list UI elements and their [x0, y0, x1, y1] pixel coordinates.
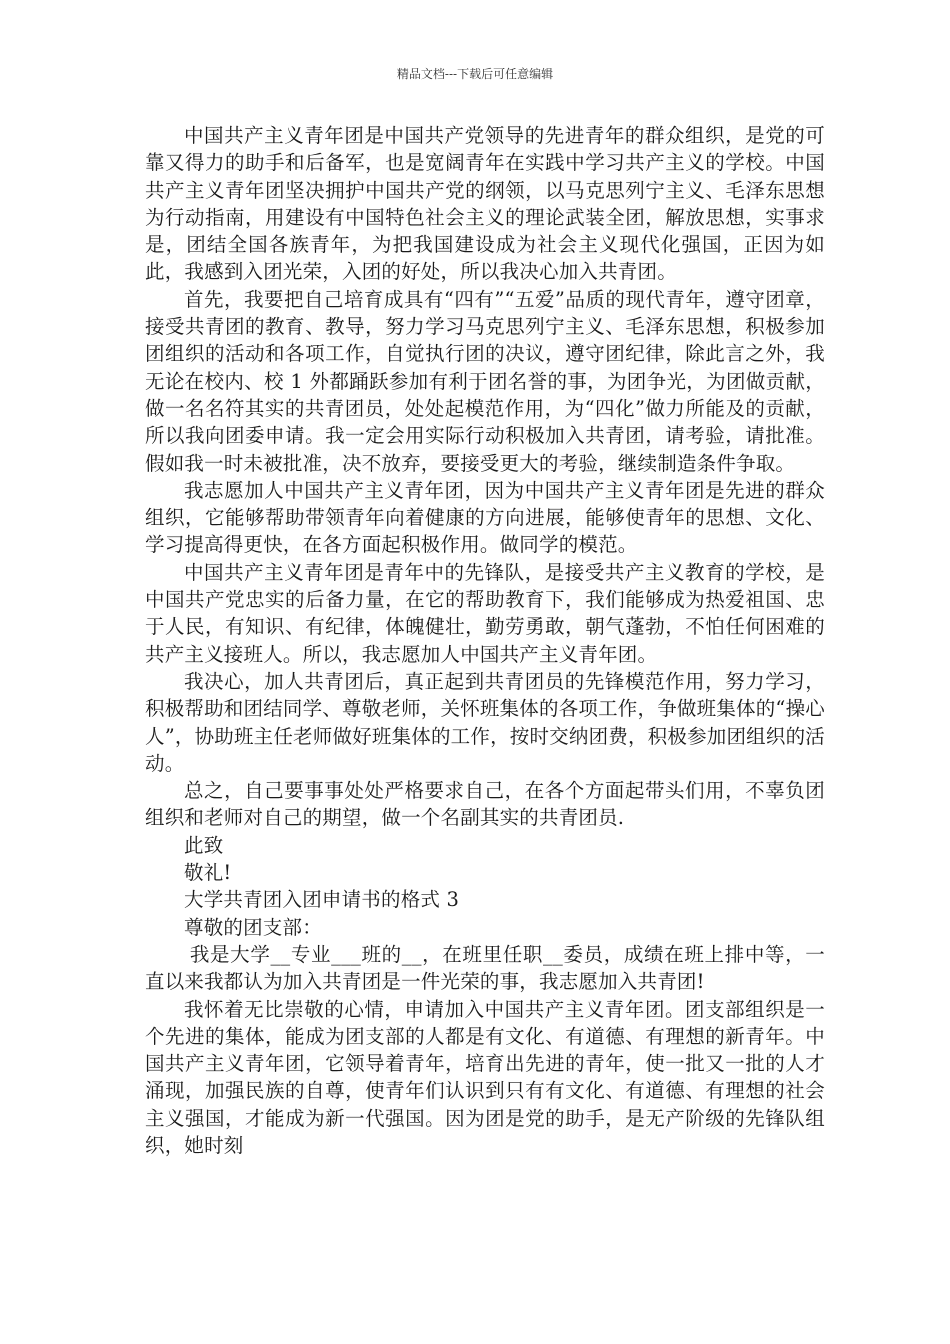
- paragraph-summary: 总之，自己要事事处处严格要求自己，在各个方面起带头们用，不辜负团组织和老师对自己的期望，做一个名副其实的共青团员.: [145, 779, 825, 830]
- paragraph-first-goal: 首先，我要把自己培育成具有“四有”“五爱”品质的现代青年，遵守团章，接受共青团的教育、教导，努力学习马克思列宁主义、毛泽东思想，积极参加团组织的活动和各项工作，自觉执行团的决议，遵守团纪律，除此言之外，我无论在校内、校 1 外都踊跃参加有利于团名誉的事，为团争光，为团做贡献，做一名名符其实的共青团员，处处起模范作用，为“四化”做力所能及的贡献，所以我向团委申请。我一定会用实际行动积极加入共青团，请考验，请批准。假如我一时未被批准，决不放弃，要接受更大的考验，继续制造条件争取。: [145, 287, 825, 475]
- document-body: [145, 122, 825, 1159]
- paragraph-self-intro: 我是大学__专业___班的__，在班里任职__委员，成绩在班上排中等，一直以来我都认为加入共青团是一件光荣的事，我志愿加入共青团!: [145, 942, 825, 994]
- paragraph-determination: 我决心，加人共青团后，真正起到共青团员的先锋模范作用，努力学习，积极帮助和团结同学、尊敬老师，关怀班集体的各项工作，争做班集体的“操心人”，协助班主任老师做好班集体的工作，按时交纳团费，积极参加团组织的活动。: [145, 669, 825, 775]
- closing-salutation: 此致: [184, 833, 224, 857]
- closing-regards: 敬礼!: [184, 861, 232, 885]
- greeting: 尊敬的团支部：: [184, 915, 322, 939]
- paragraph-respect: 我怀着无比崇敬的心情，申请加入中国共产主义青年团。团支部组织是一个先进的集体，能成为团支部的人都是有文化、有道德、有理想的新青年。中国共产主义青年团，它领导着青年，培育出先进的青年，使一批又一批的人才涌现，加强民族的自尊，使青年们认识到只有有文化、有道德、有理想的社会主义强国，才能成为新一代强国。因为团是党的助手，是无产阶级的先锋队组织，她时刻: [145, 997, 825, 1157]
- paragraph-intro: 中国共产主义青年团是中国共产党领导的先进青年的群众组织，是党的可靠又得力的助手和后备军，也是宽阔青年在实践中学习共产主义的学校。中国共产主义青年团坚决拥护中国共产党的纲领，以马克思列宁主义、毛泽东思想为行动指南，用建设有中国特色社会主义的理论武装全团，解放思想，实事求是，团结全国各族青年，为把我国建设成为社会主义现代化强国，正因为如此，我感到入团光荣，入团的好处，所以我决心加入共青团。: [145, 124, 825, 284]
- paragraph-vanguard: 中国共产主义青年团是青年中的先锋队，是接受共产主义教育的学校，是中国共产党忠实的后备力量，在它的帮助教育下，我们能够成为热爱祖国、忠于人民，有知识、有纪律，体魄健壮，勤劳勇敢，朝气蓬勃，不怕任何困难的共产主义接班人。所以，我志愿加人中国共产主义青年团。: [145, 560, 825, 666]
- section-title: 大学共青团入团申请书的格式 3: [184, 888, 460, 912]
- page-header: 精品文档---下载后可任意编辑: [396, 67, 554, 81]
- paragraph-volunteer: 我志愿加人中国共产主义青年团，因为中国共产主义青年团是先进的群众组织，它能够帮助带领青年向着健康的方向进展，能够使青年的思想、文化、学习提高得更快，在各方面起积极作用。做同学的模范。: [145, 478, 825, 557]
